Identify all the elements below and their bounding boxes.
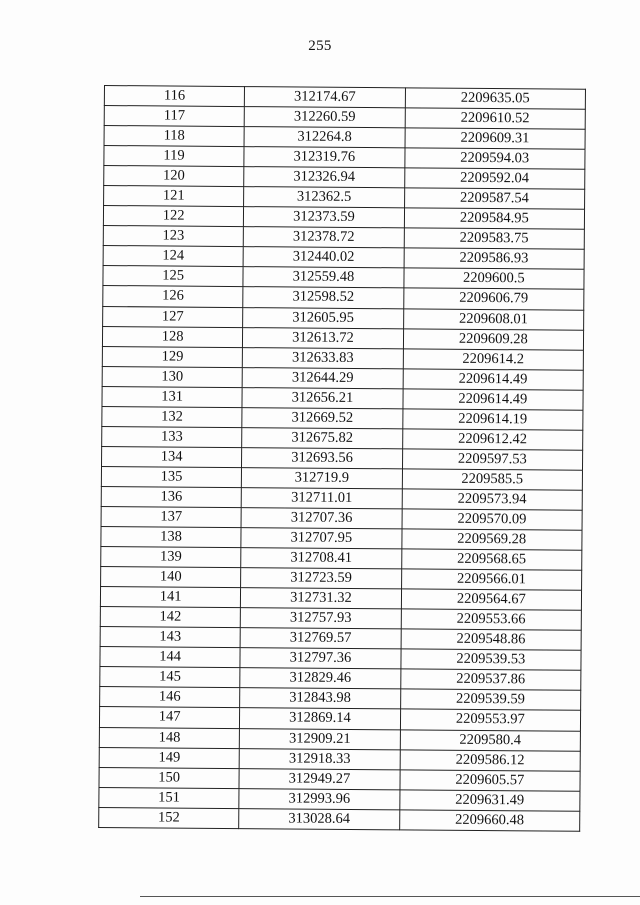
y-coordinate-cell: 2209597.53 — [402, 449, 582, 470]
point-number-cell: 151 — [99, 787, 239, 808]
x-coordinate-cell: 312869.14 — [240, 708, 401, 729]
point-number-cell: 142 — [100, 607, 240, 628]
y-coordinate-cell: 2209594.03 — [405, 148, 585, 169]
x-coordinate-cell: 312707.95 — [241, 528, 402, 549]
point-number-cell: 127 — [103, 306, 243, 327]
y-coordinate-cell: 2209614.2 — [403, 348, 583, 369]
point-number-cell: 126 — [103, 286, 243, 307]
x-coordinate-cell: 312598.52 — [243, 287, 404, 308]
point-number-cell: 132 — [102, 406, 242, 427]
y-coordinate-cell: 2209573.94 — [402, 489, 582, 510]
point-number-cell: 129 — [102, 346, 242, 367]
point-number-cell: 122 — [103, 206, 243, 227]
point-number-cell: 133 — [102, 426, 242, 447]
x-coordinate-cell: 312319.76 — [244, 147, 405, 168]
point-number-cell: 125 — [103, 266, 243, 287]
point-number-cell: 147 — [99, 707, 239, 728]
y-coordinate-cell: 2209606.79 — [403, 288, 583, 309]
point-number-cell: 140 — [101, 567, 241, 588]
y-coordinate-cell: 2209612.42 — [402, 429, 582, 450]
y-coordinate-cell: 2209660.48 — [399, 810, 579, 831]
point-number-cell: 143 — [100, 627, 240, 648]
x-coordinate-cell: 312326.94 — [244, 167, 405, 188]
x-coordinate-cell: 312949.27 — [239, 768, 400, 789]
point-number-cell: 141 — [100, 587, 240, 608]
x-coordinate-cell: 312440.02 — [243, 247, 404, 268]
x-coordinate-cell: 312993.96 — [239, 788, 400, 809]
x-coordinate-cell: 312362.5 — [244, 187, 405, 208]
x-coordinate-cell: 312656.21 — [242, 387, 403, 408]
x-coordinate-cell: 312693.56 — [242, 447, 403, 468]
point-number-cell: 117 — [104, 106, 244, 127]
y-coordinate-cell: 2209570.09 — [402, 509, 582, 530]
x-coordinate-cell: 312797.36 — [240, 648, 401, 669]
x-coordinate-cell: 312909.21 — [240, 728, 401, 749]
x-coordinate-cell: 313028.64 — [239, 808, 400, 829]
point-number-cell: 119 — [104, 146, 244, 167]
y-coordinate-cell: 2209537.86 — [400, 669, 580, 690]
y-coordinate-cell: 2209614.49 — [403, 389, 583, 410]
x-coordinate-cell: 312843.98 — [240, 688, 401, 709]
y-coordinate-cell: 2209635.05 — [405, 88, 585, 109]
y-coordinate-cell: 2209586.12 — [400, 749, 580, 770]
bottom-rule — [140, 896, 640, 897]
y-coordinate-cell: 2209585.5 — [402, 469, 582, 490]
point-number-cell: 148 — [99, 727, 239, 748]
x-coordinate-cell: 312669.52 — [242, 407, 403, 428]
point-number-cell: 131 — [102, 386, 242, 407]
point-number-cell: 137 — [101, 506, 241, 527]
point-number-cell: 130 — [102, 366, 242, 387]
x-coordinate-cell: 312605.95 — [243, 307, 404, 328]
coordinates-table — [98, 85, 586, 831]
y-coordinate-cell: 2209587.54 — [404, 188, 584, 209]
x-coordinate-cell: 312918.33 — [239, 748, 400, 769]
x-coordinate-cell: 312707.36 — [241, 508, 402, 529]
x-coordinate-cell: 312174.67 — [245, 87, 406, 108]
x-coordinate-cell: 312373.59 — [244, 207, 405, 228]
point-number-cell: 138 — [101, 527, 241, 548]
point-number-cell: 123 — [103, 226, 243, 247]
x-coordinate-cell: 312559.48 — [243, 267, 404, 288]
y-coordinate-cell: 2209566.01 — [401, 569, 581, 590]
x-coordinate-cell: 312675.82 — [242, 427, 403, 448]
x-coordinate-cell: 312769.57 — [240, 628, 401, 649]
y-coordinate-cell: 2209592.04 — [404, 168, 584, 189]
point-number-cell: 116 — [104, 86, 244, 107]
y-coordinate-cell: 2209583.75 — [404, 228, 584, 249]
point-number-cell: 135 — [101, 466, 241, 487]
y-coordinate-cell: 2209548.86 — [401, 629, 581, 650]
y-coordinate-cell: 2209610.52 — [405, 108, 585, 129]
y-coordinate-cell: 2209584.95 — [404, 208, 584, 229]
x-coordinate-cell: 312757.93 — [241, 608, 402, 629]
y-coordinate-cell: 2209553.66 — [401, 609, 581, 630]
y-coordinate-cell: 2209568.65 — [401, 549, 581, 570]
point-number-cell: 150 — [99, 767, 239, 788]
point-number-cell: 134 — [102, 446, 242, 467]
y-coordinate-cell: 2209539.53 — [401, 649, 581, 670]
x-coordinate-cell: 312613.72 — [243, 327, 404, 348]
point-number-cell: 121 — [104, 186, 244, 207]
x-coordinate-cell: 312644.29 — [242, 367, 403, 388]
x-coordinate-cell: 312731.32 — [241, 588, 402, 609]
y-coordinate-cell: 2209580.4 — [400, 729, 580, 750]
point-number-cell: 146 — [100, 687, 240, 708]
x-coordinate-cell: 312708.41 — [241, 548, 402, 569]
y-coordinate-cell: 2209614.49 — [403, 369, 583, 390]
y-coordinate-cell: 2209553.97 — [400, 709, 580, 730]
point-number-cell: 136 — [101, 486, 241, 507]
point-number-cell: 139 — [101, 547, 241, 568]
point-number-cell: 128 — [102, 326, 242, 347]
point-number-cell: 124 — [103, 246, 243, 267]
y-coordinate-cell: 2209609.31 — [405, 128, 585, 149]
x-coordinate-cell: 312711.01 — [241, 488, 402, 509]
y-coordinate-cell: 2209631.49 — [399, 789, 579, 810]
x-coordinate-cell: 312264.8 — [244, 127, 405, 148]
y-coordinate-cell: 2209539.59 — [400, 689, 580, 710]
coordinates-table-body — [99, 86, 586, 831]
y-coordinate-cell: 2209564.67 — [401, 589, 581, 610]
x-coordinate-cell: 312829.46 — [240, 668, 401, 689]
x-coordinate-cell: 312378.72 — [243, 227, 404, 248]
x-coordinate-cell: 312260.59 — [244, 107, 405, 128]
point-number-cell: 120 — [104, 166, 244, 187]
point-number-cell: 149 — [99, 747, 239, 768]
x-coordinate-cell: 312719.9 — [242, 467, 403, 488]
y-coordinate-cell: 2209609.28 — [403, 328, 583, 349]
point-number-cell: 152 — [99, 807, 239, 828]
point-number-cell: 144 — [100, 647, 240, 668]
x-coordinate-cell: 312723.59 — [241, 568, 402, 589]
y-coordinate-cell: 2209614.19 — [402, 409, 582, 430]
page-number: 255 — [308, 38, 332, 54]
y-coordinate-cell: 2209608.01 — [403, 308, 583, 329]
y-coordinate-cell: 2209586.93 — [404, 248, 584, 269]
y-coordinate-cell: 2209569.28 — [402, 529, 582, 550]
x-coordinate-cell: 312633.83 — [243, 347, 404, 368]
y-coordinate-cell: 2209600.5 — [404, 268, 584, 289]
point-number-cell: 145 — [100, 667, 240, 688]
table-row — [99, 807, 580, 831]
y-coordinate-cell: 2209605.57 — [400, 769, 580, 790]
point-number-cell: 118 — [104, 126, 244, 147]
